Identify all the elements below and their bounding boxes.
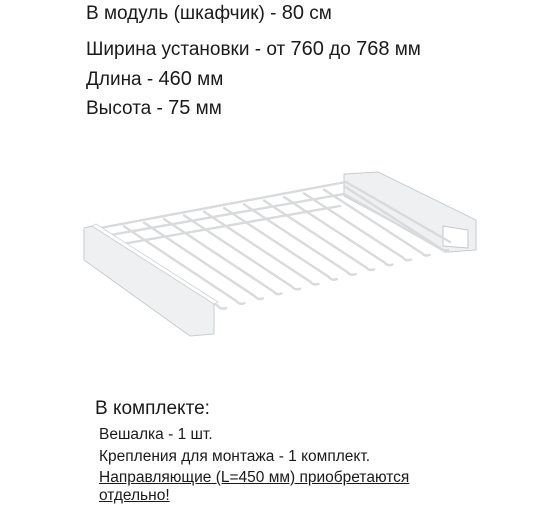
spec-height (86, 97, 222, 120)
back-rail (344, 172, 476, 252)
spec-width-min: 760 (290, 38, 324, 60)
kit-item-rails-note: Направляющие (L=450 мм) приобретаются (99, 469, 410, 486)
spec-width-unit: мм (394, 39, 421, 60)
spec-install-width (86, 38, 421, 61)
spec-length (86, 68, 223, 91)
spec-length-value: 460 (158, 68, 192, 90)
kit-item-rails-note-cont: отдельно! (99, 487, 170, 504)
spec-length-label: Длина - (86, 69, 159, 90)
spec-length-unit: мм (197, 69, 224, 90)
spec-height-label: Высота - (86, 98, 169, 119)
spec-width-max: 768 (356, 38, 390, 60)
spec-height-unit: мм (195, 98, 222, 119)
kit-item-hanger: Вешалка - 1 шт. (99, 426, 213, 443)
spec-module-unit: см (309, 3, 332, 24)
spec-module-value: 80 (281, 2, 304, 24)
kit-item-mounting: Крепления для монтажа - 1 комплект. (99, 448, 371, 465)
spec-width-mid: до (323, 39, 357, 60)
spec-module (86, 2, 332, 25)
spec-module-label: В модуль (шкафчик) - (86, 3, 282, 24)
spec-height-value: 75 (168, 97, 191, 119)
spec-width-label: Ширина установки - от (86, 39, 291, 60)
kit-title: В комплекте: (95, 398, 210, 419)
pull-out-trouser-rack-image (78, 160, 488, 340)
